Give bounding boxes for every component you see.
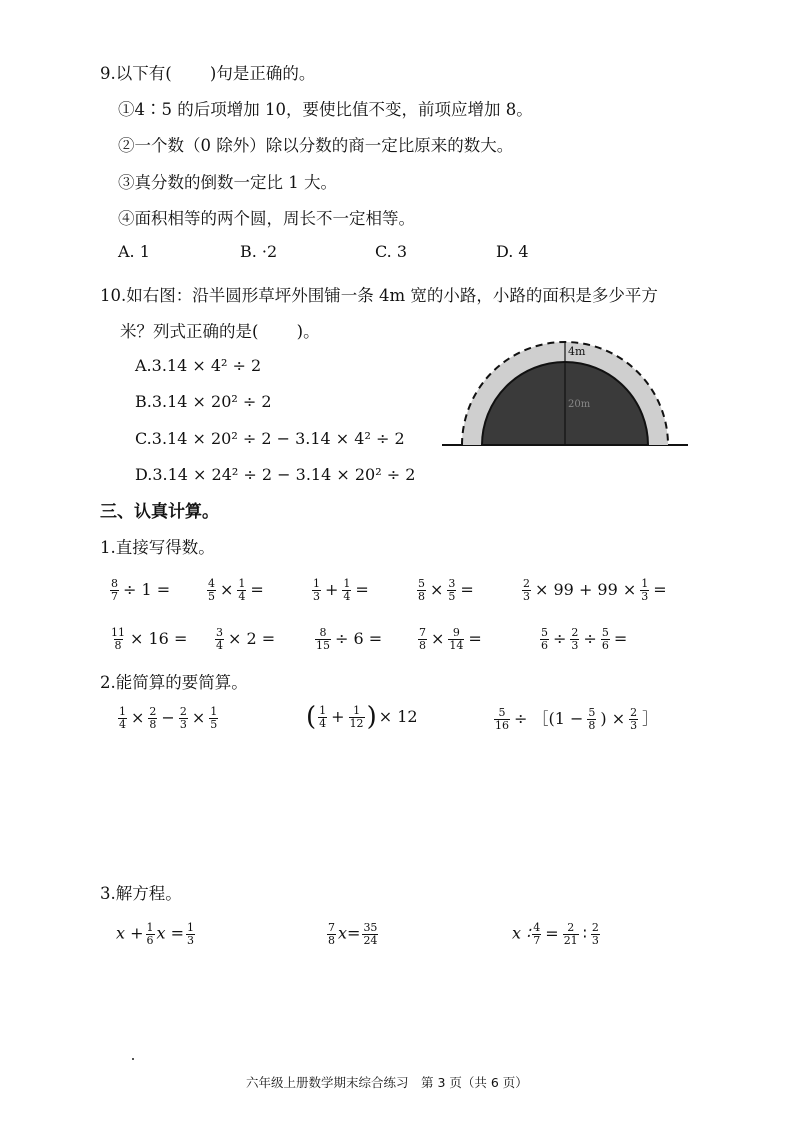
simplify-expr-2: ( $\frac{1}{4}$ + $\frac{1}{12}$ ) × 12 xyxy=(306,702,418,732)
q10-stem-line1: 10.如右图：沿半圆形草坪外围铺一条 4m 宽的小路，小路的面积是多少平方 xyxy=(100,286,658,305)
section-3-title: 三、认真计算。 xyxy=(100,502,219,522)
calc-1-5: $\frac{2}{3}$ × 99 + 99 × $\frac{1}{3}$ = xyxy=(523,577,667,603)
q10-option-c[interactable]: C.3.14 × 20² ÷ 2 − 3.14 × 4² ÷ 2 xyxy=(135,429,405,448)
q9-stem: 9.以下有( )句是正确的。 xyxy=(100,64,316,83)
calc-1-3: $\frac{1}{3}$ + $\frac{1}{4}$ = xyxy=(313,577,369,603)
part-3-title: 3.解方程。 xyxy=(100,884,182,903)
q9-option-b[interactable]: B. ·2 xyxy=(240,242,278,261)
q10-option-d[interactable]: D.3.14 × 24² ÷ 2 − 3.14 × 20² ÷ 2 xyxy=(135,465,416,484)
q9-item-4: ④面积相等的两个圆，周长不一定相等。 xyxy=(118,209,415,228)
calc-2-2: $\frac{3}{4}$ × 2 = xyxy=(216,626,276,652)
equation-2: $\frac{7}{8}$ x= $\frac{35}{24}$ xyxy=(328,921,378,947)
q9-item-2: ②一个数（0 除外）除以分数的商一定比原来的数大。 xyxy=(118,136,514,155)
simplify-expr-3: $\frac{5}{16}$ ÷ ［(1 − $\frac{5}{8}$ ) × $\frac{2}{3}$ ］ xyxy=(495,706,659,732)
q9-item-1: ①4∶5 的后项增加 10，要使比值不变，前项应增加 8。 xyxy=(118,100,533,119)
calc-1-4: $\frac{5}{8}$ × $\frac{3}{5}$ = xyxy=(418,577,474,603)
calc-2-5: $\frac{5}{6}$ ÷ $\frac{2}{3}$ ÷ $\frac{5}{6}$ = xyxy=(541,626,628,652)
path-width-label: 4m xyxy=(568,345,586,358)
q9-item-3: ③真分数的倒数一定比 1 大。 xyxy=(118,173,337,192)
scan-dot xyxy=(132,1058,134,1060)
q9-option-c[interactable]: C. 3 xyxy=(375,242,408,261)
page-footer: 六年级上册数学期末综合练习 第 3 页（共 6 页） xyxy=(246,1075,528,1090)
q10-option-a[interactable]: A.3.14 × 4² ÷ 2 xyxy=(135,356,262,375)
simplify-expr-1: $\frac{1}{4}$ × $\frac{2}{8}$ − $\frac{2}{3}$ × $\frac{1}{5}$ xyxy=(119,705,218,731)
part-2-title: 2.能简算的要简算。 xyxy=(100,673,248,692)
q9-option-a[interactable]: A. 1 xyxy=(118,242,150,261)
equation-3: x ∶ $\frac{4}{7}$ = $\frac{2}{21}$ ∶ $\frac{2}{3}$ xyxy=(512,921,599,947)
semicircle-lawn-figure xyxy=(440,325,690,450)
calc-1-1: $\frac{8}{7}$ ÷ 1 = xyxy=(111,577,171,603)
q10-option-b[interactable]: B.3.14 × 20² ÷ 2 xyxy=(135,392,272,411)
q10-stem-line2: 米？列式正确的是( )。 xyxy=(120,322,320,341)
part-1-title: 1.直接写得数。 xyxy=(100,538,215,557)
calc-2-3: $\frac{8}{15}$ ÷ 6 = xyxy=(316,626,383,652)
calc-1-2: $\frac{4}{5}$ × $\frac{1}{4}$ = xyxy=(208,577,264,603)
calc-2-4: $\frac{7}{8}$ × $\frac{9}{14}$ = xyxy=(419,626,482,652)
radius-label: 20m xyxy=(568,399,591,410)
equation-1: x + $\frac{1}{6}$ x = $\frac{1}{3}$ xyxy=(116,921,195,947)
calc-2-1: $\frac{11}{8}$ × 16 = xyxy=(111,626,188,652)
q9-option-d[interactable]: D. 4 xyxy=(496,242,529,261)
